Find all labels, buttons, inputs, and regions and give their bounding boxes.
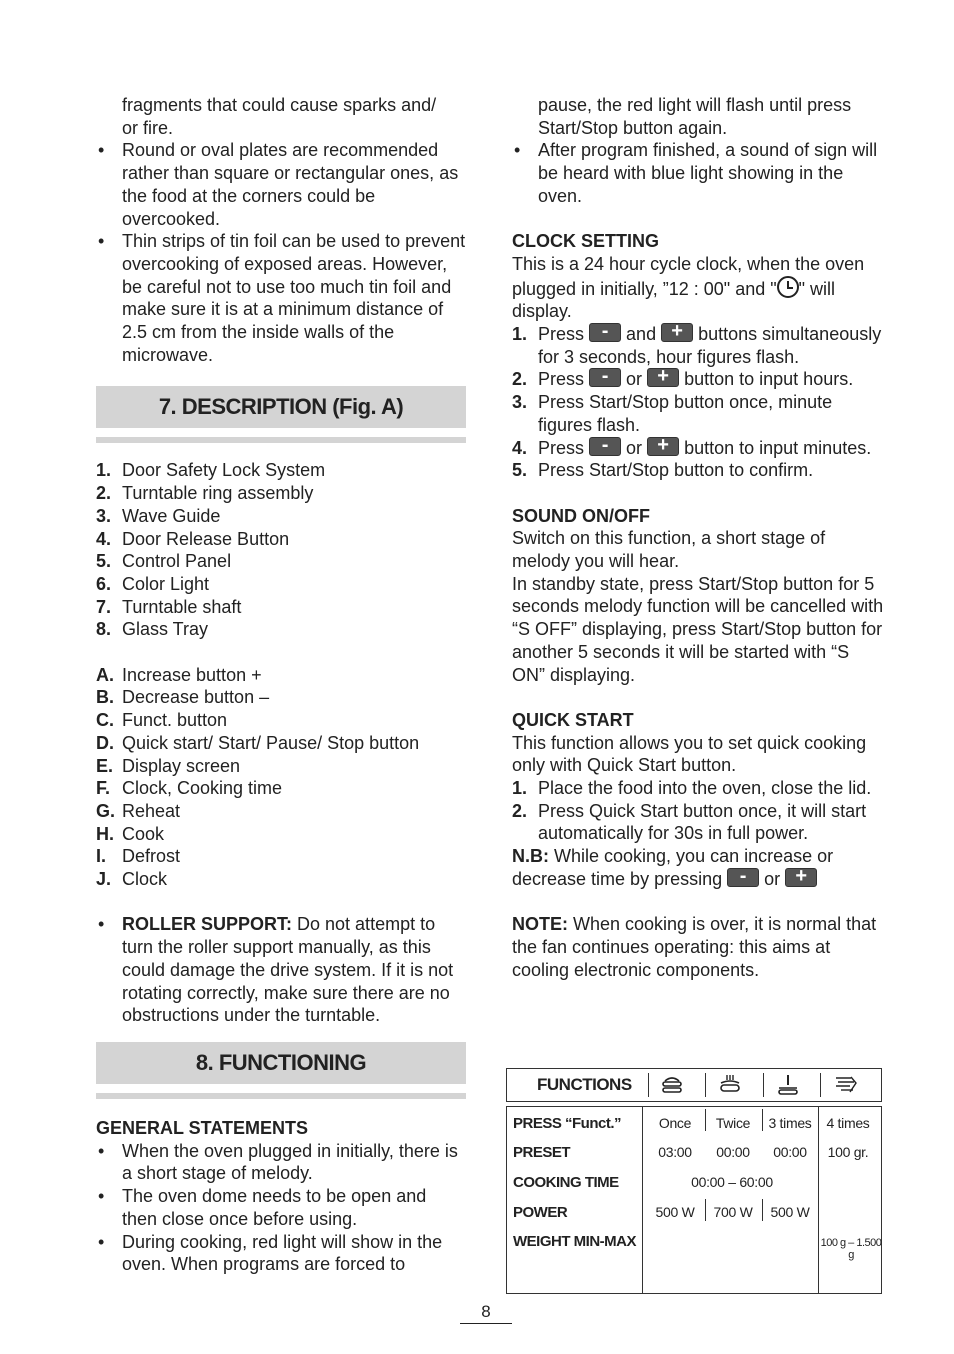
list-item: 7. Turntable shaft	[96, 596, 242, 617]
functions-table	[506, 1068, 882, 1294]
list-item: I. Defrost	[96, 846, 181, 867]
list-item: 2. Press Quick Start button once, it will start automatically for 30s in full power.	[512, 800, 867, 844]
section-8-heading: 8. FUNCTIONING	[96, 1042, 466, 1084]
table-cell: 00:00 – 60:00	[691, 1174, 773, 1190]
list-item: 1. Place the food into the oven, close the lid.	[512, 778, 872, 799]
cont-line: Start/Stop button again.	[538, 117, 728, 138]
list-item: • When the oven plugged in initially, there is a short stage of melody.	[96, 1140, 466, 1185]
divider	[763, 1073, 764, 1097]
table-cell: 3 times	[768, 1115, 812, 1131]
left-column	[96, 94, 466, 1276]
list-item: J. Clock	[96, 869, 168, 890]
list-item: 1. Press - and + buttons simultaneously for 3 seconds, hour figures flash.	[512, 320, 882, 367]
right-column	[512, 94, 887, 981]
plus-button-icon: +	[785, 868, 817, 887]
row-label: COOKING TIME	[513, 1174, 619, 1191]
list-item: • During cooking, red light will show in the oven. When programs are forced to	[96, 1231, 466, 1276]
list-item: 3. Wave Guide	[96, 505, 221, 526]
general-statements-heading: GENERAL STATEMENTS	[96, 1117, 309, 1138]
clock-timer-icon	[833, 1073, 859, 1097]
clock-setting-heading: CLOCK SETTING	[512, 231, 659, 252]
list-item: 8. Glass Tray	[96, 619, 209, 640]
functions-table-body	[506, 1106, 882, 1294]
table-cell: 500 W	[655, 1204, 695, 1220]
sound-paragraph: Switch on this function, a short stage of melody you will hear.	[512, 528, 826, 572]
intro-line: fragments that could cause sparks and/	[122, 95, 437, 115]
table-cell: 100 gr.	[827, 1144, 869, 1160]
controls-list	[96, 664, 466, 891]
table-cell: 03:00	[658, 1144, 692, 1160]
continuation	[512, 94, 887, 139]
defrost-icon	[775, 1073, 801, 1097]
roller-support-note: • ROLLER SUPPORT: Do not attempt to turn the roller support manually, as this could damage the drive system. If it is not rotating correctly, make sure there are no obstructions under the turntable.	[96, 913, 466, 1027]
quick-start-heading: QUICK START	[512, 709, 634, 730]
list-item: 3. Press Start/Stop button once, minute figures flash.	[512, 392, 833, 435]
clock-intro: This is a 24 hour cycle clock, when the oven plugged in initially, ”12 : 00" and " " will display.	[512, 253, 865, 322]
page-number: 8	[460, 1302, 512, 1324]
table-cell: 4 times	[826, 1115, 870, 1131]
list-item: B. Decrease button –	[96, 687, 270, 708]
intro-line: or fire.	[122, 117, 174, 138]
table-cell: Once	[658, 1115, 692, 1131]
minus-button-icon: -	[589, 323, 621, 342]
list-item: H. Cook	[96, 823, 165, 844]
quick-start-paragraph: This function allows you to set quick cooking only with Quick Start button.	[512, 732, 867, 776]
list-item: G. Reheat	[96, 800, 181, 821]
row-label: POWER	[513, 1204, 568, 1221]
divider	[705, 1073, 706, 1097]
list-item: 5. Press Start/Stop button to confirm.	[512, 460, 814, 481]
list-item: 4. Press - or + button to input minutes.	[512, 433, 872, 458]
divider	[820, 1073, 821, 1097]
list-item: D. Quick start/ Start/ Pause/ Stop button	[96, 732, 420, 753]
table-cell: 700 W	[713, 1204, 753, 1220]
note: NOTE: When cooking is over, it is normal that the fan continues operating: this aims at cooling electronic components.	[512, 914, 877, 980]
table-cell: 00:00	[716, 1144, 750, 1160]
list-item: 1. Door Safety Lock System	[96, 460, 326, 481]
divider	[818, 1107, 819, 1293]
plus-button-icon: +	[661, 323, 693, 342]
list-item: 2. Press - or + button to input hours.	[512, 365, 854, 390]
table-cell: 500 W	[770, 1204, 810, 1220]
functions-table-header	[506, 1068, 882, 1102]
list-item: • The oven dome needs to be open and then close once before using.	[96, 1185, 466, 1230]
table-cell: 100 g – 1.500 g	[820, 1237, 882, 1261]
list-item: 5. Control Panel	[96, 551, 232, 572]
minus-button-icon: -	[589, 437, 621, 456]
list-item: A. Increase button +	[96, 664, 262, 685]
clock-icon	[777, 276, 799, 298]
sound-heading: SOUND ON/OFF	[512, 505, 650, 526]
sound-paragraph: In standby state, press Start/Stop button for 5 seconds melody function will be cancelled with “S OFF” displaying, press Start/Stop button for another 5 seconds it will be started with “S ON” displaying.	[512, 573, 884, 685]
cook-icon	[717, 1073, 743, 1097]
list-item: F. Clock, Cooking time	[96, 778, 283, 799]
list-item: E. Display screen	[96, 755, 241, 776]
divider	[648, 1073, 649, 1097]
functions-title: FUNCTIONS	[537, 1075, 632, 1094]
list-item: 6. Color Light	[96, 573, 210, 594]
minus-button-icon: -	[727, 868, 759, 887]
row-label: WEIGHT MIN-MAX	[513, 1233, 636, 1250]
plus-button-icon: +	[647, 368, 679, 387]
list-item: • Thin strips of tin foil can be used to prevent overcooking of exposed areas. However, be careful not to use too much tin foil and make sure it is at a minimum distance of 2.5 cm from the inside walls of the microwave.	[96, 230, 466, 366]
divider	[642, 1107, 643, 1293]
reheat-icon	[659, 1073, 685, 1097]
plus-button-icon: +	[647, 437, 679, 456]
cont-line: pause, the red light will flash until press	[538, 95, 852, 115]
row-label: PRESS “Funct.”	[513, 1115, 622, 1132]
table-cell: Twice	[715, 1115, 751, 1131]
list-item: • After program finished, a sound of sign will be heard with blue light showing in the oven.	[512, 139, 887, 207]
list-item: 4. Door Release Button	[96, 528, 290, 549]
list-item: 2. Turntable ring assembly	[96, 483, 314, 504]
section-7-heading: 7. DESCRIPTION (Fig. A)	[96, 386, 466, 428]
row-label: PRESET	[513, 1144, 571, 1161]
list-item: • Round or oval plates are recommended rather than square or rectangular ones, as the food at the corners could be overcooked.	[96, 139, 466, 230]
parts-list	[96, 459, 466, 641]
list-item: C. Funct. button	[96, 710, 228, 731]
intro-continuation	[96, 94, 466, 139]
nb-note: N.B: While cooking, you can increase or decrease time by pressing - or +	[512, 846, 834, 889]
table-cell: 00:00	[773, 1144, 807, 1160]
minus-button-icon: -	[589, 368, 621, 387]
